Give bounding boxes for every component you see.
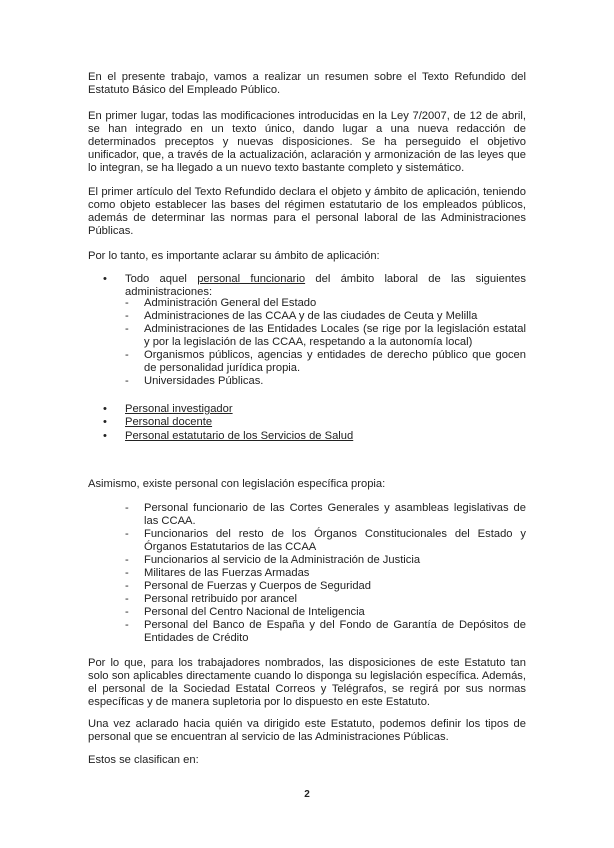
- bullet-marker: •: [103, 416, 107, 428]
- dash-marker: -: [125, 297, 129, 309]
- paragraph-intro: En el presente trabajo, vamos a realizar un resumen sobre el Texto Refundido del Estatuto Básico del Empleado Público.: [88, 71, 526, 97]
- dash-marker: -: [125, 580, 129, 592]
- dash-marker: -: [125, 593, 129, 605]
- bullet-marker: •: [103, 273, 107, 285]
- dash-marker: -: [125, 619, 129, 631]
- dash-marker: -: [125, 502, 129, 514]
- paragraph-specific-legislation: Asimismo, existe personal con legislación específica propia:: [88, 478, 386, 490]
- bullet-marker: •: [103, 403, 107, 415]
- dash-marker: -: [125, 375, 129, 387]
- dash-marker: -: [125, 528, 129, 540]
- bullet-marker: •: [103, 430, 107, 442]
- paragraph-application: Por lo que, para los trabajadores nombrados, las disposiciones de este Estatuto tan solo son aplicables directamente cuando lo disponga su legislación específica. Además, el personal de la Sociedad Estatal Correos y Telégrafos, se regirá por sus normas específicas y de manera supletoria por lo dispuesto en este Estatuto.: [88, 657, 526, 709]
- paragraph-scope-intro: Por lo tanto, es importante aclarar su ámbito de aplicación:: [88, 250, 380, 262]
- paragraph-modifications: En primer lugar, todas las modificaciones introducidas en la Ley 7/2007, de 12 de abril, se han integrado en un texto único, dando lugar a una nueva redacción de determinados preceptos y nuevas disposiciones. Se ha perseguido el objetivo unificador, que, a través de la actualización, aclaración y armonización de las leyes que lo integran, se ha llegado a un nuevo texto bastante completo y sistemático.: [88, 110, 526, 175]
- page-number: 2: [304, 789, 310, 800]
- underlined-term: Personal estatutario de los Servicios de Salud: [125, 430, 354, 442]
- dash-marker: -: [125, 349, 129, 361]
- paragraph-personnel-types: Una vez aclarado hacia quién va dirigido este Estatuto, podemos definir los tipos de personal que se encuentran al servicio de las Administraciones Públicas.: [88, 718, 526, 744]
- underlined-term: Personal docente: [125, 416, 213, 428]
- underlined-term: Personal investigador: [125, 403, 233, 415]
- bullet-text: Todo aquel personal funcionario del ámbito laboral de las siguientes administraciones:: [125, 273, 526, 299]
- underlined-term: personal funcionario: [197, 273, 306, 285]
- paragraph-first-article: El primer artículo del Texto Refundido declara el objeto y ámbito de aplicación, teniendo como objeto establecer las bases del régimen estatutario de los empleados públicos, además de determinar las normas para el personal laboral de las Administraciones Públicas.: [88, 186, 526, 238]
- dash-marker: -: [125, 310, 129, 322]
- dash-marker: -: [125, 554, 129, 566]
- dash-marker: -: [125, 323, 129, 335]
- paragraph-classification: Estos se clasifican en:: [88, 754, 199, 766]
- dash-marker: -: [125, 567, 129, 579]
- dash-marker: -: [125, 606, 129, 618]
